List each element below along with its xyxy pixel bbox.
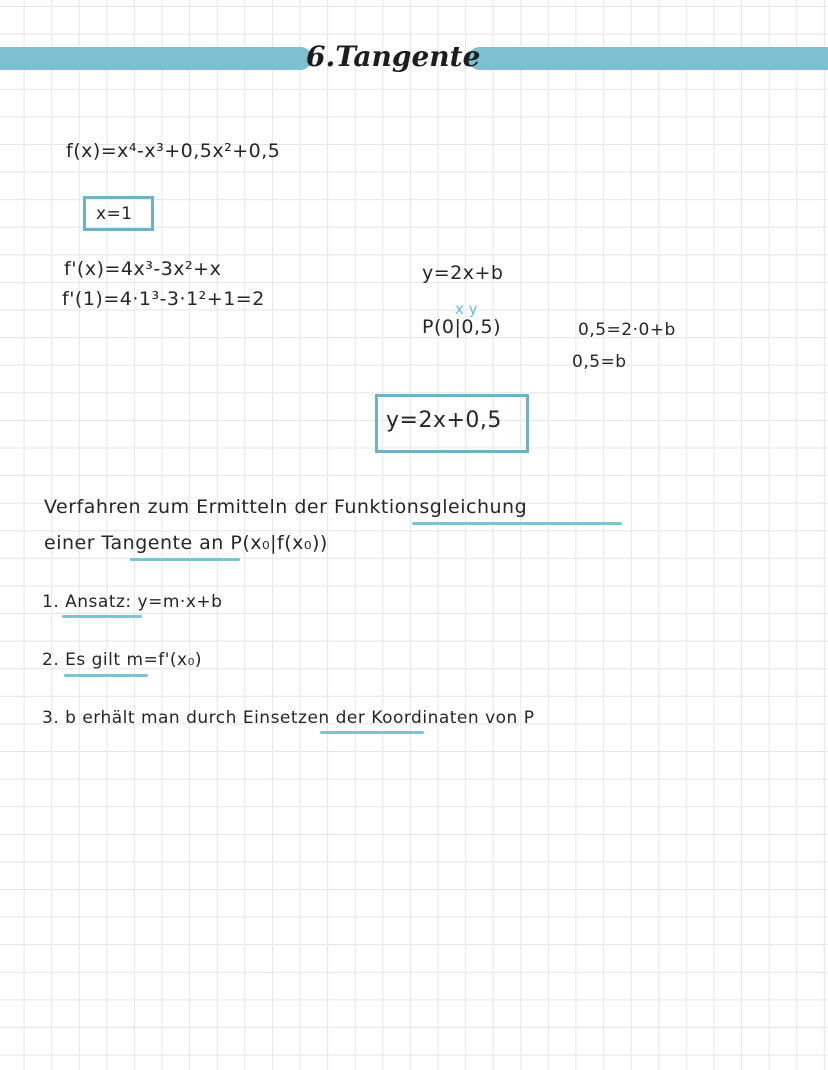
step1-underline: [62, 615, 142, 618]
step1-formula: y=m·x+b: [137, 592, 223, 612]
tangent-general-form: y=2x+b: [422, 262, 504, 284]
step3-pre: 3. b erhält man durch: [42, 708, 237, 728]
title-bar-left: [0, 47, 312, 70]
step3-post: der Koordinaten von P: [335, 708, 535, 728]
procedure-heading-line1: Verfahren zum Ermitteln der Funktionsgleichung: [44, 496, 528, 518]
xy-marker: x y: [455, 300, 478, 318]
heading-underline: [412, 522, 622, 525]
page-title: 6.Tangente: [306, 40, 481, 73]
step3-keyword: Einsetzen: [242, 708, 330, 728]
point-coordinates: P(0|0,5): [422, 316, 501, 338]
procedure-heading-line2: einer Tangente an P(x₀|f(x₀)): [44, 532, 328, 554]
step2: [42, 650, 202, 670]
title-bar-right: [468, 47, 828, 70]
tangent-result: y=2x+0,5: [386, 408, 502, 433]
step2-underline: [64, 674, 148, 677]
derivative-equation: f'(x)=4x³-3x²+x: [64, 258, 222, 280]
step1-label: Ansatz:: [65, 592, 132, 612]
insert-step: 0,5=2·0+b: [578, 320, 676, 340]
step1-number: 1.: [42, 592, 60, 612]
function-equation: f(x)=x⁴-x³+0,5x²+0,5: [66, 140, 281, 162]
step2-formula: m=f'(x₀): [126, 650, 203, 670]
step3-underline: [320, 731, 424, 734]
step1: [42, 592, 222, 612]
step2-number: 2.: [42, 650, 60, 670]
b-result: 0,5=b: [572, 352, 627, 372]
x-value: x=1: [96, 204, 133, 224]
step3: [42, 708, 534, 728]
tangente-underline: [130, 558, 240, 561]
step2-label: Es gilt: [65, 650, 121, 670]
derivative-at-one: f'(1)=4·1³-3·1²+1=2: [62, 288, 265, 310]
